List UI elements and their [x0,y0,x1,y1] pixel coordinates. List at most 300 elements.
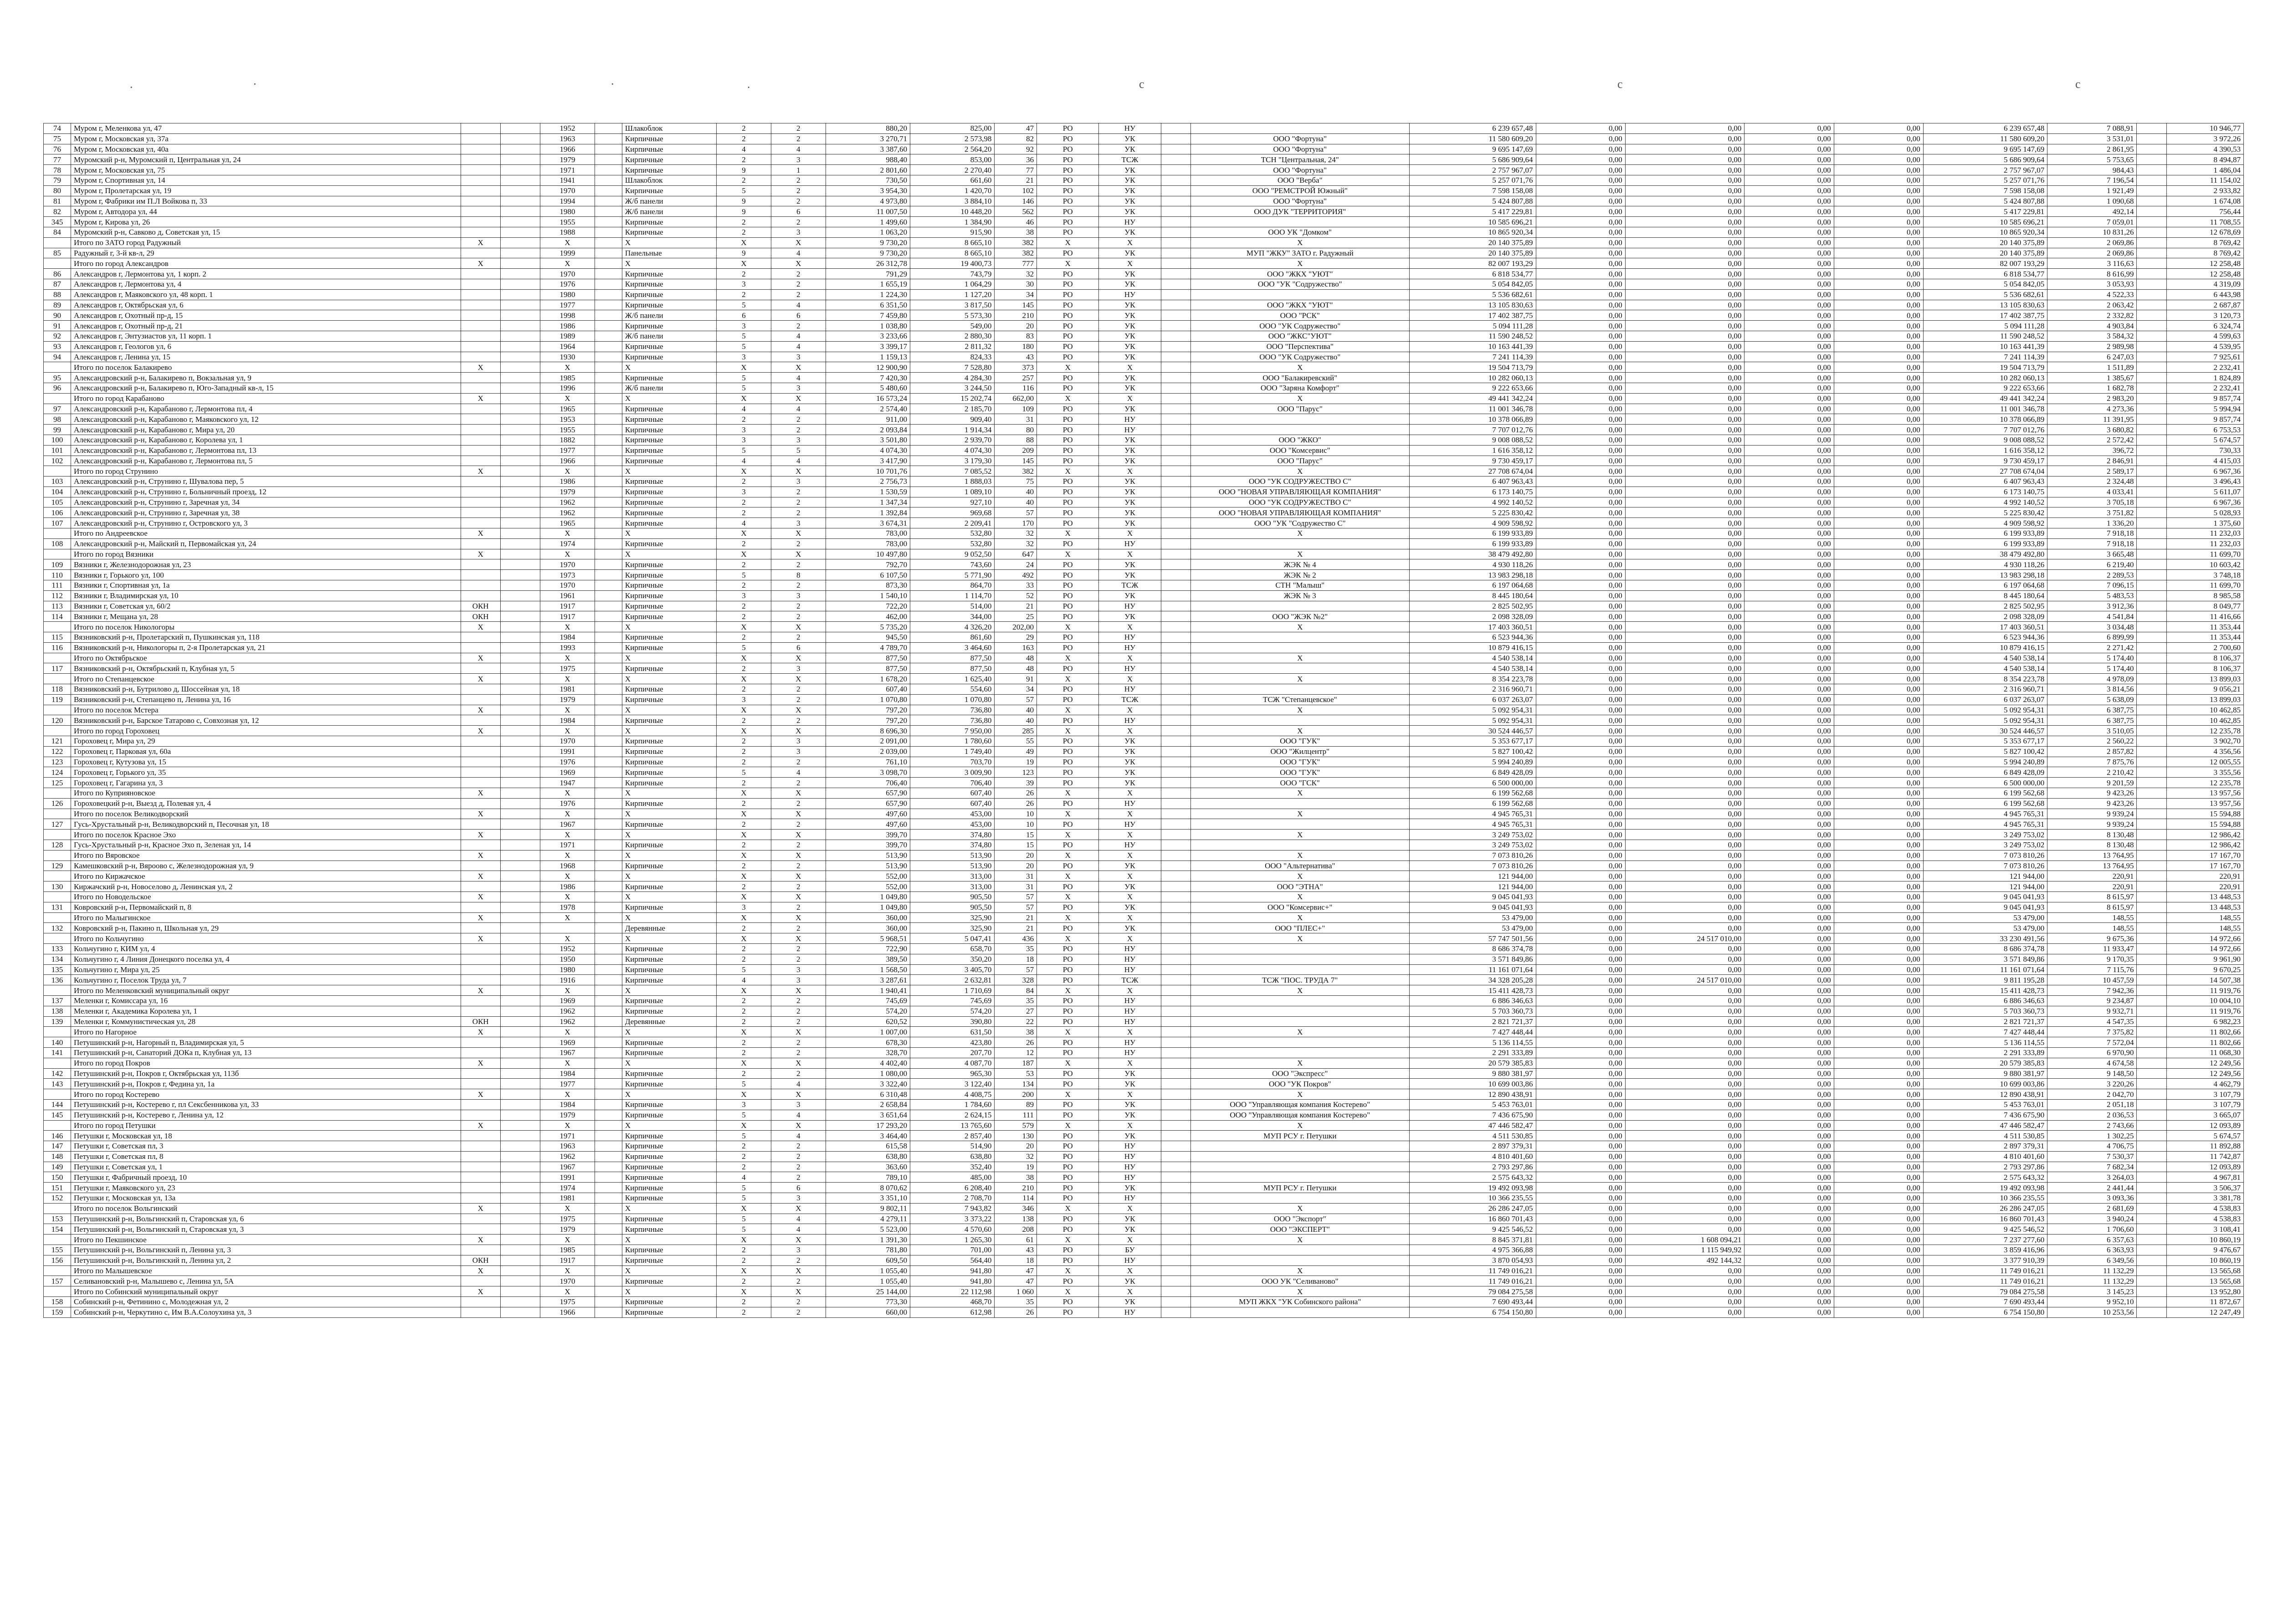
cell-c19: 0,00 [1625,601,1744,611]
cell-c21: 0,00 [1834,133,1923,144]
table-row [44,227,2244,237]
cell-area_total: 360,00 [826,912,910,923]
cell-c19: 0,00 [1625,1162,1744,1172]
table-row [44,757,2244,767]
cell-c20: 0,00 [1744,165,1834,175]
cell-c25: 3 355,56 [2166,767,2243,778]
cell-c22: 5 094 111,28 [1923,321,2047,331]
cell-form: РО [1037,923,1099,933]
cell-operator: ООО "УК СОДРУЖЕСТВО С" [1190,476,1409,487]
cell-year: 1979 [540,487,595,497]
cell-c6 [595,1224,622,1235]
cell-c18: 0,00 [1536,435,1625,445]
cell-c22: 13 983 298,18 [1923,570,2047,580]
cell-area_living: 1 625,40 [910,674,995,684]
cell-operator: X [1190,850,1409,861]
cell-c3 [461,964,500,975]
cell-no: 96 [44,383,71,393]
cell-entrances: 3 [771,1193,826,1204]
cell-c24 [2137,248,2166,258]
cell-c4 [500,538,540,549]
cell-total_cost: 10 163 441,39 [1409,341,1536,352]
cell-form: РО [1037,715,1099,726]
cell-c23: 2 051,18 [2047,1099,2137,1110]
cell-c3 [461,144,500,154]
cell-year: 1970 [540,736,595,747]
cell-no [44,1286,71,1297]
cell-c15 [1161,269,1190,279]
cell-area_total: 722,20 [826,601,910,611]
cell-mgmt: УК [1099,1297,1161,1307]
cell-no: 89 [44,300,71,310]
cell-c15 [1161,414,1190,425]
cell-entrances: 2 [771,1151,826,1162]
cell-area_living: 532,80 [910,538,995,549]
cell-year: X [540,809,595,819]
cell-c24 [2137,642,2166,653]
cell-c19: 0,00 [1625,196,1744,206]
cell-address: Александровский р-н, Струнино г, Шувалова пер, 5 [71,476,461,487]
cell-total_cost: 26 286 247,05 [1409,1203,1536,1214]
cell-floors: 2 [717,861,771,871]
cell-address: Александровский р-н, Карабаново г, Лермонтова пл, 4 [71,404,461,414]
cell-c21: 0,00 [1834,943,1923,954]
cell-mgmt: X [1099,830,1161,840]
cell-area_total: 2 091,00 [826,736,910,747]
cell-material: Кирпичные [622,456,716,466]
cell-c22: 5 453 763,01 [1923,1099,2047,1110]
cell-c22: 1 616 358,12 [1923,445,2047,456]
cell-form: РО [1037,684,1099,695]
cell-operator: ООО УК "Селиваново" [1190,1276,1409,1286]
cell-c4 [500,1297,540,1307]
cell-area_living: 8 665,10 [910,237,995,248]
cell-area_total: 2 658,84 [826,1099,910,1110]
cell-floors: 2 [717,1307,771,1317]
cell-c15 [1161,1276,1190,1286]
cell-c18: 0,00 [1536,954,1625,964]
cell-c18: 0,00 [1536,694,1625,705]
cell-c25: 4 319,09 [2166,279,2243,289]
cell-form: РО [1037,227,1099,237]
cell-c20: 0,00 [1744,1151,1834,1162]
cell-floors: 3 [717,435,771,445]
table-row [44,497,2244,507]
cell-c4 [500,1255,540,1265]
cell-total_cost: 3 249 753,02 [1409,840,1536,850]
cell-material: X [622,850,716,861]
cell-floors: 2 [717,840,771,850]
cell-form: РО [1037,321,1099,331]
cell-area_total: 609,50 [826,1255,910,1265]
cell-form: РО [1037,206,1099,217]
cell-c6 [595,528,622,539]
cell-floors: 2 [717,1255,771,1265]
cell-c23: 5 638,09 [2047,694,2137,705]
cell-floors: X [717,809,771,819]
cell-entrances: 3 [771,383,826,393]
cell-c23: 8 130,48 [2047,840,2137,850]
cell-c20: 0,00 [1744,819,1834,830]
cell-total_cost: 11 749 016,21 [1409,1276,1536,1286]
cell-c24 [2137,362,2166,373]
cell-floors: 5 [717,1224,771,1235]
cell-c19: 0,00 [1625,881,1744,892]
cell-c15 [1161,1047,1190,1058]
cell-c4 [500,196,540,206]
cell-area_total: 3 351,10 [826,1193,910,1204]
cell-mgmt: БУ [1099,1245,1161,1255]
cell-entrances: 2 [771,1297,826,1307]
cell-c25: 1 674,08 [2166,196,2243,206]
cell-address: Александров г, Охотный пр-д, 15 [71,310,461,321]
cell-c24 [2137,778,2166,788]
cell-c18: 0,00 [1536,175,1625,185]
cell-no [44,809,71,819]
cell-c19: 0,00 [1625,632,1744,643]
cell-operator: X [1190,622,1409,632]
cell-c18: 0,00 [1536,943,1625,954]
cell-total_cost: 7 073 810,26 [1409,850,1536,861]
cell-c15 [1161,175,1190,185]
cell-c3: ОКН [461,1255,500,1265]
cell-c4 [500,1047,540,1058]
cell-address: Итого по Малыгинское [71,912,461,923]
cell-operator: СТН "Малыш" [1190,580,1409,591]
cell-c18: 0,00 [1536,154,1625,165]
cell-c3 [461,425,500,435]
cell-c4 [500,1141,540,1152]
cell-c4 [500,352,540,362]
cell-no: 137 [44,995,71,1006]
cell-c22: 10 163 441,39 [1923,341,2047,352]
cell-c24 [2137,185,2166,196]
cell-c18: 0,00 [1536,1235,1625,1245]
cell-residents: 40 [995,705,1037,715]
cell-c23: 11 132,29 [2047,1265,2137,1276]
cell-c25: 14 972,66 [2166,943,2243,954]
table-row [44,943,2244,954]
cell-floors: 2 [717,1162,771,1172]
cell-floors: 5 [717,964,771,975]
cell-c24 [2137,1183,2166,1193]
cell-c15 [1161,300,1190,310]
table-row-subtotal [44,850,2244,861]
table-row [44,217,2244,227]
cell-c23: 148,55 [2047,912,2137,923]
cell-floors: X [717,726,771,736]
cell-c15 [1161,1286,1190,1297]
cell-total_cost: 4 945 765,31 [1409,819,1536,830]
cell-c15 [1161,995,1190,1006]
cell-c6 [595,902,622,912]
cell-address: Гороховец г, Парковая ул, 60а [71,746,461,757]
table-row-subtotal [44,362,2244,373]
cell-form: РО [1037,248,1099,258]
cell-total_cost: 3 870 054,93 [1409,1255,1536,1265]
cell-c24 [2137,871,2166,881]
cell-c21: 0,00 [1834,995,1923,1006]
cell-address: Гороховец г, Гагарина ул, 3 [71,778,461,788]
cell-operator [1190,642,1409,653]
cell-c4 [500,487,540,497]
cell-c3 [461,1037,500,1048]
cell-entrances: 4 [771,404,826,414]
cell-c24 [2137,861,2166,871]
cell-c22: 4 810 401,60 [1923,1151,2047,1162]
cell-c19: 0,00 [1625,206,1744,217]
cell-c19: 0,00 [1625,1183,1744,1193]
cell-year: X [540,237,595,248]
cell-c24 [2137,1255,2166,1265]
cell-address: Итого по город Гороховец [71,726,461,736]
cell-c25: 13 957,56 [2166,798,2243,809]
cell-c18: 0,00 [1536,1286,1625,1297]
table-row [44,414,2244,425]
cell-c22: 8 354 223,78 [1923,674,2047,684]
table-row [44,881,2244,892]
cell-mgmt: НУ [1099,414,1161,425]
cell-residents: 382 [995,466,1037,476]
cell-c6 [595,705,622,715]
cell-c21: 0,00 [1834,954,1923,964]
cell-mgmt: НУ [1099,995,1161,1006]
cell-form: РО [1037,642,1099,653]
cell-c4 [500,248,540,258]
cell-c20: 0,00 [1744,1214,1834,1224]
cell-area_total: 638,80 [826,1151,910,1162]
cell-c3: X [461,1286,500,1297]
cell-mgmt: УК [1099,175,1161,185]
cell-total_cost: 57 747 501,56 [1409,933,1536,944]
cell-c21: 0,00 [1834,1141,1923,1152]
cell-year: 1985 [540,373,595,383]
cell-c6 [595,154,622,165]
cell-area_living: 1 749,40 [910,746,995,757]
cell-material: Кирпичные [622,840,716,850]
cell-total_cost: 2 825 502,95 [1409,601,1536,611]
cell-year: 1973 [540,570,595,580]
cell-residents: 48 [995,663,1037,674]
cell-no: 153 [44,1214,71,1224]
cell-c3 [461,861,500,871]
cell-c15 [1161,1297,1190,1307]
cell-c4 [500,778,540,788]
cell-c6 [595,809,622,819]
cell-address: Александровский р-н, Карабаново г, Королева ул, 1 [71,435,461,445]
cell-floors: X [717,788,771,799]
table-row [44,1276,2244,1286]
cell-c22: 6 407 963,43 [1923,476,2047,487]
cell-form: X [1037,830,1099,840]
cell-mgmt: X [1099,912,1161,923]
cell-floors: 5 [717,373,771,383]
cell-residents: 18 [995,954,1037,964]
cell-c3 [461,300,500,310]
cell-year: 1976 [540,798,595,809]
cell-address: Итого по город Покров [71,1058,461,1068]
cell-c19: 0,00 [1625,373,1744,383]
cell-area_living: 313,00 [910,881,995,892]
cell-c22: 9 695 147,69 [1923,144,2047,154]
cell-c25: 4 356,56 [2166,746,2243,757]
cell-total_cost: 6 886 346,63 [1409,995,1536,1006]
cell-material: X [622,1120,716,1131]
cell-c6 [595,767,622,778]
cell-c19: 0,00 [1625,352,1744,362]
cell-c22: 27 708 674,04 [1923,466,2047,476]
cell-c19: 0,00 [1625,559,1744,570]
cell-area_total: 3 322,40 [826,1079,910,1089]
cell-total_cost: 4 992 140,52 [1409,497,1536,507]
cell-c21: 0,00 [1834,1245,1923,1255]
cell-operator [1190,1172,1409,1183]
cell-material: Кирпичные [622,321,716,331]
cell-form: РО [1037,580,1099,591]
cell-entrances: 1 [771,165,826,175]
cell-area_living: 2 624,15 [910,1110,995,1120]
cell-residents: 10 [995,809,1037,819]
cell-c3 [461,995,500,1006]
cell-year: 1984 [540,632,595,643]
cell-c20: 0,00 [1744,1089,1834,1100]
cell-c23: 4 674,58 [2047,1058,2137,1068]
cell-total_cost: 9 730 459,17 [1409,456,1536,466]
cell-c25: 11 353,44 [2166,622,2243,632]
cell-form: РО [1037,840,1099,850]
cell-c3: X [461,705,500,715]
cell-area_total: 745,69 [826,995,910,1006]
cell-material: Кирпичные [622,590,716,601]
cell-no: 143 [44,1079,71,1089]
cell-c18: 0,00 [1536,1068,1625,1079]
cell-c24 [2137,549,2166,559]
cell-residents: 35 [995,1297,1037,1307]
cell-operator: X [1190,393,1409,404]
cell-c19: 0,00 [1625,570,1744,580]
cell-c4 [500,518,540,528]
cell-address: Итого по Меленковский муниципальный округ [71,985,461,996]
cell-c21: 0,00 [1834,840,1923,850]
cell-no: 157 [44,1276,71,1286]
cell-form: X [1037,622,1099,632]
cell-form: РО [1037,1245,1099,1255]
cell-c23: 8 616,99 [2047,269,2137,279]
cell-form: РО [1037,487,1099,497]
cell-year: 1984 [540,715,595,726]
cell-c6 [595,487,622,497]
cell-year: X [540,912,595,923]
cell-c6 [595,663,622,674]
cell-no: 116 [44,642,71,653]
cell-no [44,1120,71,1131]
cell-total_cost: 6 818 534,77 [1409,269,1536,279]
cell-address: Кольчугино г, 4 Линия Донецкого поселка ул, 4 [71,954,461,964]
cell-c23: 10 457,59 [2047,975,2137,985]
cell-c15 [1161,1245,1190,1255]
cell-operator [1190,798,1409,809]
table-row [44,684,2244,695]
cell-c6 [595,985,622,996]
cell-no: 150 [44,1172,71,1183]
cell-no: 135 [44,964,71,975]
cell-c21: 0,00 [1834,1120,1923,1131]
cell-c4 [500,736,540,747]
cell-no [44,788,71,799]
cell-area_living: 1 784,60 [910,1099,995,1110]
cell-residents: 22 [995,1016,1037,1027]
cell-c20: 0,00 [1744,373,1834,383]
cell-area_living: 325,90 [910,912,995,923]
cell-total_cost: 47 446 582,47 [1409,1120,1536,1131]
cell-c22: 33 230 491,56 [1923,933,2047,944]
cell-c22: 4 945 765,31 [1923,819,2047,830]
cell-c15 [1161,528,1190,539]
cell-entrances: 3 [771,975,826,985]
cell-area_living: 1 114,70 [910,590,995,601]
cell-mgmt: УК [1099,736,1161,747]
cell-c6 [595,746,622,757]
cell-c18: 0,00 [1536,362,1625,373]
cell-c20: 0,00 [1744,1068,1834,1079]
cell-no: 79 [44,175,71,185]
cell-c15 [1161,653,1190,663]
cell-total_cost: 11 590 248,52 [1409,331,1536,341]
cell-total_cost: 19 504 713,79 [1409,362,1536,373]
cell-c21: 0,00 [1834,237,1923,248]
cell-form: РО [1037,445,1099,456]
cell-entrances: X [771,809,826,819]
cell-year: 1962 [540,507,595,518]
cell-c6 [595,538,622,549]
cell-c6 [595,1214,622,1224]
cell-c23: 8 615,97 [2047,902,2137,912]
cell-c22: 9 730 459,17 [1923,456,2047,466]
cell-area_living: 905,50 [910,891,995,902]
table-row-subtotal [44,393,2244,404]
cell-entrances: X [771,726,826,736]
cell-mgmt: НУ [1099,1162,1161,1172]
cell-address: Муром г, Спортивная ул, 14 [71,175,461,185]
cell-form: РО [1037,943,1099,954]
cell-entrances: X [771,705,826,715]
cell-floors: X [717,830,771,840]
cell-residents: 35 [995,943,1037,954]
cell-form: РО [1037,995,1099,1006]
cell-entrances: 6 [771,642,826,653]
cell-c19: 0,00 [1625,507,1744,518]
cell-residents: 26 [995,1307,1037,1317]
cell-area_total: 1 063,20 [826,227,910,237]
cell-address: Собинский р-н, Черкутино с, Им В.А.Солоухина ул, 3 [71,1307,461,1317]
cell-c23: 6 349,56 [2047,1255,2137,1265]
cell-c21: 0,00 [1834,331,1923,341]
cell-entrances: 3 [771,736,826,747]
cell-c15 [1161,840,1190,850]
cell-c22: 5 536 682,61 [1923,289,2047,300]
table-row-subtotal [44,891,2244,902]
cell-c21: 0,00 [1834,871,1923,881]
cell-floors: 2 [717,684,771,695]
cell-c3: X [461,871,500,881]
cell-total_cost: 30 524 446,57 [1409,726,1536,736]
cell-c24 [2137,1276,2166,1286]
cell-mgmt: X [1099,788,1161,799]
cell-c21: 0,00 [1834,611,1923,622]
scan-mark: . [747,77,750,91]
cell-c18: 0,00 [1536,715,1625,726]
cell-total_cost: 4 945 765,31 [1409,809,1536,819]
